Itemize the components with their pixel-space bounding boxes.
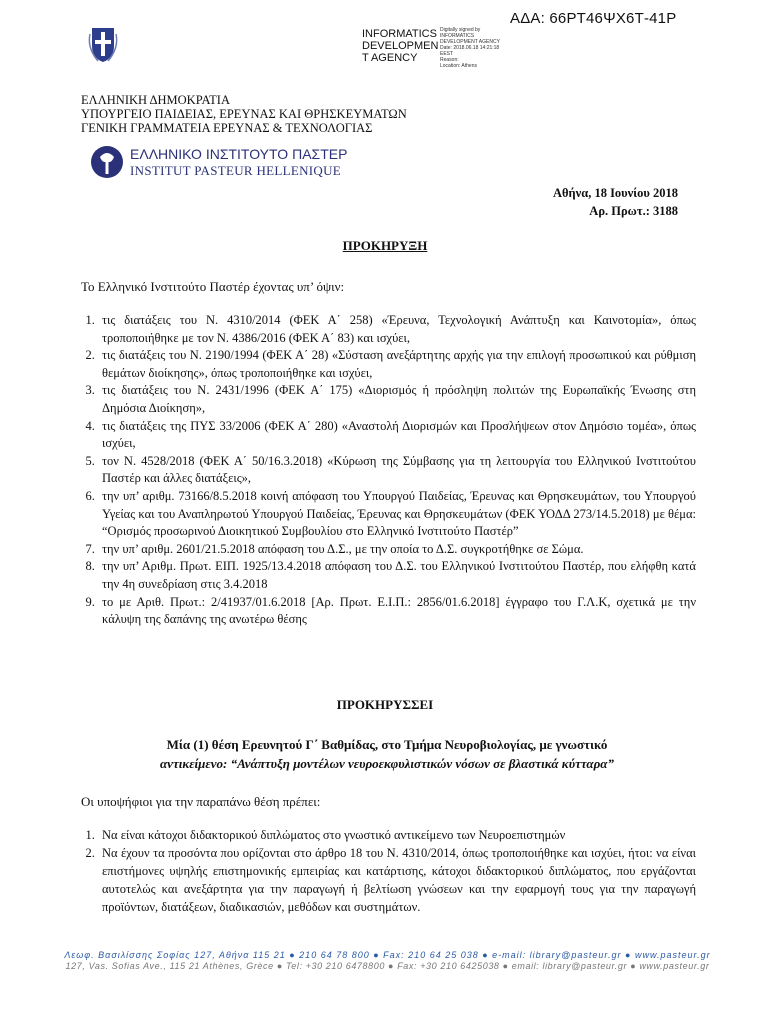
signature-org-line: DEVELOPMEN	[362, 40, 439, 52]
signature-detail-line: Date: 2018.06.18 14:21:18	[440, 45, 500, 51]
list-item: 9. το με Αριθ. Πρωτ.: 2/41937/01.6.2018 [Αρ. Πρωτ. Ε.Ι.Π.: 2856/01.6.2018] έγγραφο του Γ.Λ.Κ, σχετικά με την κάλυψη της δαπάνης της ανωτέρω θέσης	[98, 594, 696, 629]
list-item: 2. Να έχουν τα προσόντα που ορίζονται στο άρθρο 18 του Ν. 4310/2014, όπως τροποποιήθηκε και ισχύει, ήτοι: να είναι επιστήμονες υψηλής επιστημονικής εμπειρίας και κατάρτισης, κάτοχοι διδακτορικού διπλώματος, που εργάζονται αυτοτελώς και ανεξάρτητα για την παραγωγή ή βελτίωση γνώσεων και την εφαρμογή τους για την παραγωγή προϊόντων, διατάξεων, διαδικασιών, μεθόδων και συστημάτων.	[98, 844, 696, 916]
requirements-list	[81, 826, 696, 916]
signature-detail-line: INFORMATICS	[440, 33, 475, 39]
date-and-protocol	[553, 184, 678, 220]
list-item: 6. την υπ’ αριθμ. 73166/8.5.2018 κοινή απόφαση του Υπουργού Παιδείας, Έρευνας και Θρησκευμάτων, του Υπουργού Υγείας και του Αναπληρωτού Υπουργού Παιδείας, Έρευνας και Θρησκευμάτων (ΦΕΚ ΥΟΔΔ 273/14.5.2018) με θέμα: “Ορισμός προσωρινού Διοικητικού Συμβουλίου στο Ελληνικό Ινστιτούτο Παστέρ”	[98, 488, 696, 541]
ada-code: ΑΔΑ: 66ΡΤ46ΨΧ6Τ-41Ρ	[510, 10, 677, 27]
list-item: 1. Να είναι κάτοχοι διδακτορικού διπλώματος στο γνωστικό αντικείμενο των Νευροεπιστημών	[98, 826, 696, 844]
signature-detail-line: Location: Athens	[440, 63, 477, 69]
logo-greek-name: ΕΛΛΗΝΙΚΟ ΙΝΣΤΙΤΟΥΤΟ ΠΑΣΤΕΡ	[130, 146, 348, 162]
list-item: 5. τον Ν. 4528/2018 (ΦΕΚ Α΄ 50/16.3.2018) «Κύρωση της Σύμβασης για τη λειτουργία του Ελληνικού Ινστιτούτου Παστέρ και άλλες διατάξεις»,	[98, 453, 696, 488]
footer-french-address: 127, Vas. Sofias Ave., 115 21 Athènes, Grèce ● Tel: +30 210 6478800 ● Fax: +30 210 6425038 ● email: library@pasteur.gr ● www.pasteur.gr	[65, 961, 710, 971]
signature-organization	[362, 28, 438, 64]
date-line: Αθήνα, 18 Ιουνίου 2018	[552, 186, 678, 200]
signature-detail-line: Digitally signed by	[440, 27, 481, 33]
list-item: 3. τις διατάξεις του Ν. 2431/1996 (ΦΕΚ Α΄ 175) «Διορισμός ή πρόσληψη πολιτών της Ευρωπαϊκής Ένωσης στη Δημόσια Διοίκηση»,	[98, 382, 696, 417]
list-item: 1. τις διατάξεις του Ν. 4310/2014 (ΦΕΚ Α΄ 258) «Έρευνα, Τεχνολογική Ανάπτυξη και Καινοτομία», όπως τροποποιήθηκε με τον Ν. 4386/2016 (ΦΕΚ Α΄ 83) και ισχύει,	[98, 312, 696, 347]
considerations-list	[81, 312, 696, 629]
signature-org-line: INFORMATICS	[362, 28, 437, 40]
logo-french-name: INSTITUT PASTEUR HELLENIQUE	[130, 163, 342, 178]
signature-detail-line: DEVELOPMENT AGENCY	[440, 39, 500, 45]
pasteur-logo-icon	[90, 145, 124, 179]
intro-text: Το Ελληνικό Ινστιτούτο Παστέρ έχοντας υπ’ όψιν:	[81, 279, 345, 294]
list-item: 2. τις διατάξεις του Ν. 2190/1994 (ΦΕΚ Α΄ 28) «Σύσταση ανεξάρτητης αρχής για την επιλογή προσωπικού και ρύθμιση θεμάτων διοίκησης», όπως τροποποιήθηκε και ισχύει,	[98, 347, 696, 382]
page-footer	[20, 950, 755, 972]
authority-line: ΓΕΝΙΚΗ ΓΡΑΜΜΑΤΕΙΑ ΕΡΕΥΝΑΣ & ΤΕΧΝΟΛΟΓΙΑΣ	[81, 121, 373, 135]
position-subject: αντικείμενο: “Ανάπτυξη μοντέλων νευροεκφυλιστικών νόσων σε βλαστικά κύτταρα”	[159, 756, 615, 771]
signature-details	[440, 27, 500, 69]
footer-greek-address: Λεωφ. Βασιλίσσης Σοφίας 127, Αθήνα 115 21 ● 210 64 78 800 ● Fax: 210 64 25 038 ● e-mail: library@pasteur.gr ● www.pasteur.gr	[64, 950, 711, 960]
greek-coat-of-arms-icon	[88, 24, 118, 64]
protocol-number: Αρ. Πρωτ.: 3188	[589, 204, 678, 218]
proclaims-heading: ΠΡΟΚΗΡΥΣΣΕΙ	[336, 697, 434, 712]
issuing-authority	[81, 93, 407, 135]
list-item: 8. την υπ’ Αριθμ. Πρωτ. ΕΙΠ. 1925/13.4.2018 απόφαση του Δ.Σ. του Ελληνικού Ινστιτούτου Παστέρ, που ελήφθη κατά την 4η συνεδρίαση στις 3.4.2018	[98, 558, 696, 593]
document-title: ΠΡΟΚΗΡΥΞΗ	[342, 238, 428, 253]
authority-line: ΕΛΛΗΝΙΚΗ ΔΗΜΟΚΡΑΤΙΑ	[81, 93, 230, 107]
position-line: Μία (1) θέση Ερευνητού Γ΄ Βαθμίδας, στο Τμήμα Νευροβιολογίας, με γνωστικό	[166, 737, 608, 752]
candidates-intro: Οι υποψήφιοι για την παραπάνω θέση πρέπει:	[81, 794, 321, 809]
authority-line: ΥΠΟΥΡΓΕΙΟ ΠΑΙΔΕΙΑΣ, ΕΡΕΥΝΑΣ ΚΑΙ ΘΡΗΣΚΕΥΜΑΤΩΝ	[81, 107, 407, 121]
signature-org-line: T AGENCY	[362, 52, 418, 64]
position-description	[81, 735, 693, 773]
list-item: 4. τις διατάξεις της ΠΥΣ 33/2006 (ΦΕΚ Α΄ 280) «Αναστολή Διορισμών και Προσλήψεων στον Δημόσιο τομέα», όπως ισχύει,	[98, 418, 696, 453]
signature-detail-line: Reason:	[440, 57, 459, 63]
signature-detail-line: EEST	[440, 51, 454, 57]
list-item: 7. την υπ’ αριθμ. 2601/21.5.2018 απόφαση του Δ.Σ., με την οποία το Δ.Σ. συγκροτήθηκε σε Σώμα.	[98, 541, 696, 559]
